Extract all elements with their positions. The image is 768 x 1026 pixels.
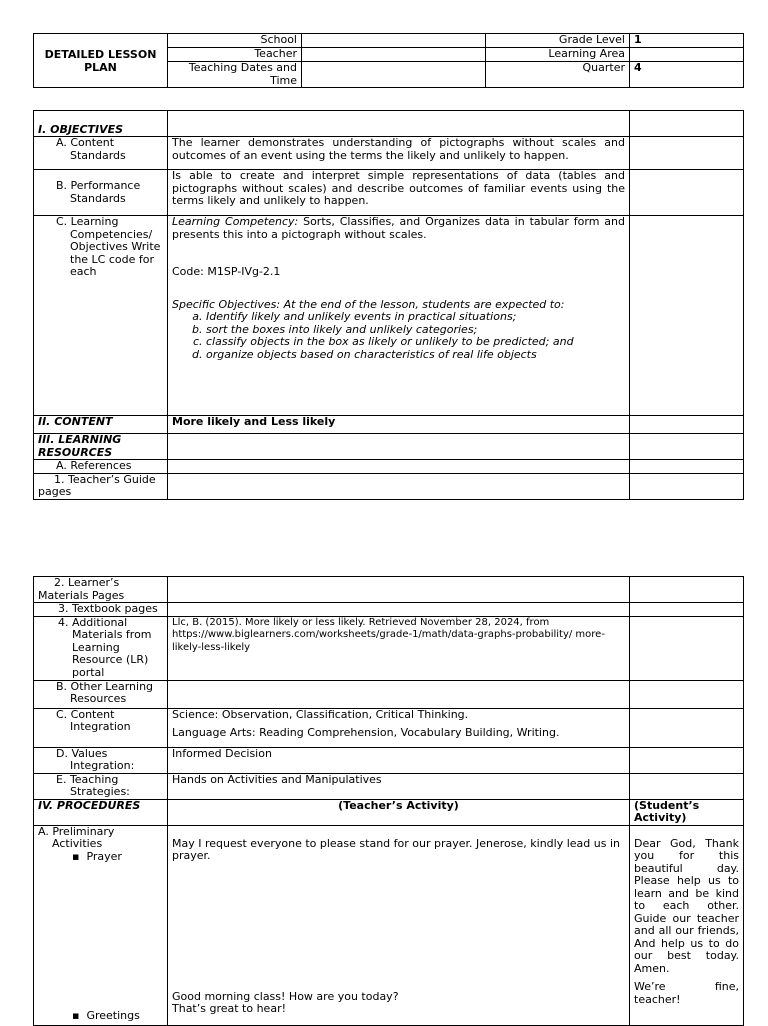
lesson-plan-title: DETAILED LESSON PLAN xyxy=(34,34,168,88)
values-integration-remarks xyxy=(630,747,744,773)
content-standards-text: The learner demonstrates understanding of pictographs without scales and outcomes of an event using the terms the likely and unlikely to happen. xyxy=(168,137,630,170)
teaching-dates-label: Teaching Dates and Time xyxy=(168,62,302,88)
learning-competencies-label: C. Learning Competencies/ Objectives Write the LC code for each xyxy=(34,216,168,416)
procedures-heading: IV. PROCEDURES xyxy=(34,799,168,825)
school-field[interactable] xyxy=(302,34,486,48)
prayer-item: ▪ Prayer xyxy=(72,849,122,863)
textbook-pages-label: 3. Textbook pages xyxy=(34,603,168,617)
greeting-teacher-line1: Good morning class! How are you today? xyxy=(172,989,399,1003)
other-resources-blank xyxy=(168,680,630,708)
content-standards-label: A. Content Standards xyxy=(34,137,168,170)
learning-competencies-remarks xyxy=(630,216,744,416)
objectives-remarks xyxy=(630,111,744,137)
prayer-student-text: Dear God, Thank you for this beautiful day. Please help us to learn and be kind to each other. Guide our teacher and all our friends, And help us to do our best today. Amen. xyxy=(634,836,739,975)
competency-lead: Learning Competency: xyxy=(172,215,299,228)
learning-resources-blank xyxy=(168,434,630,460)
teacher-field[interactable] xyxy=(302,48,486,62)
references-blank xyxy=(168,460,630,474)
learning-area-label: Learning Area xyxy=(486,48,630,62)
specific-objectives-list xyxy=(172,311,625,361)
specific-objective-item: d. organize objects based on characteristics of real life objects xyxy=(206,349,625,362)
learning-resources-remarks xyxy=(630,434,744,460)
references-remarks xyxy=(630,460,744,474)
content-value: More likely and Less likely xyxy=(168,416,630,434)
content-standards-remarks xyxy=(630,137,744,170)
prayer-teacher-text: May I request everyone to please stand for our prayer. Jenerose, kindly lead us in prayer. xyxy=(172,836,620,862)
specific-objectives-lead: Specific Objectives: At the end of the lesson, students are expected to: xyxy=(172,297,565,311)
student-activity-header: (Student’s Activity) xyxy=(630,799,744,825)
teachers-guide-label: 1. Teacher’s Guide pages xyxy=(34,473,168,499)
learning-competencies-text xyxy=(168,216,630,416)
content-integration-label: C. Content Integration xyxy=(34,708,168,747)
references-label: A. References xyxy=(34,460,168,474)
integration-language-arts: Language Arts: Reading Comprehension, Vocabulary Building, Writing. xyxy=(172,726,560,739)
school-label: School xyxy=(168,34,302,48)
additional-materials-text: Llc, B. (2015). More likely or less likely. Retrieved November 28, 2024, from https://www.biglearners.com/worksheets/grade-1/math/data-graphs-probability/ more-likely-less-likely xyxy=(168,616,630,680)
content-remarks xyxy=(630,416,744,434)
teachers-guide-remarks xyxy=(630,473,744,499)
performance-standards-remarks xyxy=(630,170,744,216)
additional-materials-remarks xyxy=(630,616,744,680)
grade-level-label: Grade Level xyxy=(486,34,630,48)
teaching-strategies-text: Hands on Activities and Manipulatives xyxy=(168,773,630,799)
student-activity-cell xyxy=(630,825,744,1025)
specific-objective-item: c. classify objects in the box as likely or unlikely to be predicted; and xyxy=(206,336,625,349)
teaching-dates-field[interactable] xyxy=(302,62,486,88)
specific-objective-item: b. sort the boxes into likely and unlikely categories; xyxy=(206,324,625,337)
teachers-guide-blank xyxy=(168,473,630,499)
quarter-label: Quarter xyxy=(486,62,630,88)
preliminary-activities-cell xyxy=(34,825,168,1025)
teacher-activity-header: (Teacher’s Activity) xyxy=(168,799,630,825)
teaching-strategies-label: E. Teaching Strategies: xyxy=(34,773,168,799)
integration-science: Science: Observation, Classification, Critical Thinking. xyxy=(172,708,469,721)
teaching-strategies-remarks xyxy=(630,773,744,799)
procedures-table xyxy=(33,576,744,1026)
objectives-blank xyxy=(168,111,630,137)
preliminary-activities-label: A. Preliminary Activities xyxy=(38,825,115,850)
content-integration-text xyxy=(168,708,630,747)
quarter-value[interactable]: 4 xyxy=(630,62,744,88)
learners-materials-remarks xyxy=(630,577,744,603)
grade-level-value[interactable]: 1 xyxy=(630,34,744,48)
textbook-pages-blank xyxy=(168,603,630,617)
performance-standards-text: Is able to create and interpret simple representations of data (tables and pictographs without scales) and describe outcomes of familiar events using the terms likely and unlikely to happen. xyxy=(168,170,630,216)
additional-materials-label: 4. Additional Materials from Learning Resource (LR) portal xyxy=(34,616,168,680)
other-resources-label: B. Other Learning Resources xyxy=(34,680,168,708)
content-integration-remarks xyxy=(630,708,744,747)
teacher-activity-cell xyxy=(168,825,630,1025)
content-heading: II. CONTENT xyxy=(34,416,168,434)
learners-materials-blank xyxy=(168,577,630,603)
performance-standards-label: B. Performance Standards xyxy=(34,170,168,216)
competency-text: Sorts, Classifies, and Organizes data in tabular form and presents this into a pictograph without scales. xyxy=(172,215,625,241)
competency-code: Code: M1SP-IVg-2.1 xyxy=(172,265,281,278)
header-table xyxy=(33,33,744,88)
greeting-teacher-line2: That’s great to hear! xyxy=(172,1002,287,1015)
learning-area-field[interactable] xyxy=(630,48,744,62)
learners-materials-label: 2. Learner’s Materials Pages xyxy=(34,577,168,603)
greeting-student-text: We’re fine, teacher! xyxy=(634,980,739,1006)
greetings-item: ▪ Greetings xyxy=(72,1009,140,1022)
objectives-heading: I. OBJECTIVES xyxy=(34,111,168,137)
teacher-label: Teacher xyxy=(168,48,302,62)
textbook-pages-remarks xyxy=(630,603,744,617)
learning-resources-heading: III. LEARNING RESOURCES xyxy=(34,434,168,460)
specific-objective-item: a. Identify likely and unlikely events in practical situations; xyxy=(206,311,625,324)
values-integration-label: D. Values Integration: xyxy=(34,747,168,773)
values-integration-text: Informed Decision xyxy=(168,747,630,773)
objectives-table xyxy=(33,110,744,500)
other-resources-remarks xyxy=(630,680,744,708)
